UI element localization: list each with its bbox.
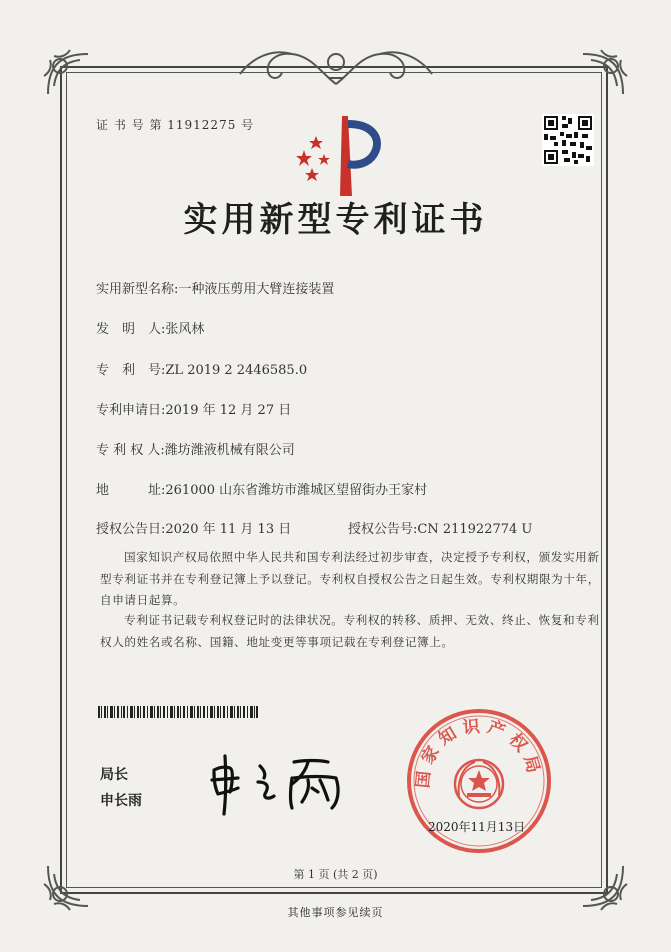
certificate-title: 实用新型专利证书	[183, 200, 488, 240]
issue-date: 2020年11月13日	[428, 820, 526, 834]
field-label: 地 址:	[96, 483, 166, 498]
field-inventor	[96, 318, 204, 337]
field-utility-model-name	[96, 278, 334, 297]
page-number: 第 1 页 (共 2 页)	[293, 868, 378, 881]
field-value: 261000 山东省潍坊市潍城区望留街办王家村	[165, 483, 428, 498]
field-value: 2020 年 11 月 13 日	[165, 522, 292, 537]
field-value: ZL 2019 2 2446585.0	[165, 363, 308, 378]
field-label: 授权公告日:	[96, 522, 166, 537]
top-ornament-icon	[232, 44, 440, 90]
barcode-icon	[98, 706, 258, 718]
corner-ornament-icon	[575, 46, 631, 102]
field-value: 2019 年 12 月 27 日	[165, 403, 292, 418]
field-label: 授权公告号:	[348, 522, 418, 537]
official-name: 申长雨	[100, 793, 142, 809]
field-label: 专利申请日:	[96, 403, 166, 418]
footer-note: 其他事项参见续页	[287, 906, 384, 919]
svg-text:国家知识产权局: 国家知识产权局	[413, 716, 545, 790]
field-patentee	[96, 439, 295, 458]
field-label: 实用新型名称:	[96, 282, 179, 297]
field-patent-number	[96, 359, 307, 378]
field-address	[96, 479, 427, 498]
legal-status-paragraph: 专利证书记载专利权登记时的法律状况。专利权的转移、质押、无效、终止、恢复和专利权人的姓名或名称、国籍、地址变更等事项记载在专利登记簿上。	[100, 613, 600, 649]
field-label: 专 利 权 人:	[96, 443, 165, 458]
corner-ornament-icon	[40, 46, 96, 102]
cnipa-logo-icon	[290, 110, 390, 202]
field-grant-announcement-date	[96, 518, 291, 537]
field-label: 发 明 人:	[96, 322, 166, 337]
field-label: 专 利 号:	[96, 363, 166, 378]
field-value: 张风林	[165, 322, 205, 337]
certificate-number: 证 书 号 第 11912275 号	[96, 118, 255, 132]
field-value: 潍坊潍液机械有限公司	[164, 443, 295, 458]
qr-code-icon	[542, 114, 594, 166]
field-application-date	[96, 399, 291, 418]
field-value: 一种液压剪用大臂连接装置	[178, 282, 335, 297]
certificate-statement-paragraph: 国家知识产权局依照中华人民共和国专利法经过初步审查，决定授予专利权，颁发实用新型专利证书并在专利登记簿上予以登记。专利权自授权公告之日起生效。专利权期限为十年，自申请日起算。	[100, 550, 600, 607]
field-value: CN 211922774 U	[417, 522, 533, 537]
field-grant-announcement-number	[348, 518, 532, 537]
official-title: 局长	[100, 767, 128, 783]
signature-icon	[208, 748, 358, 818]
